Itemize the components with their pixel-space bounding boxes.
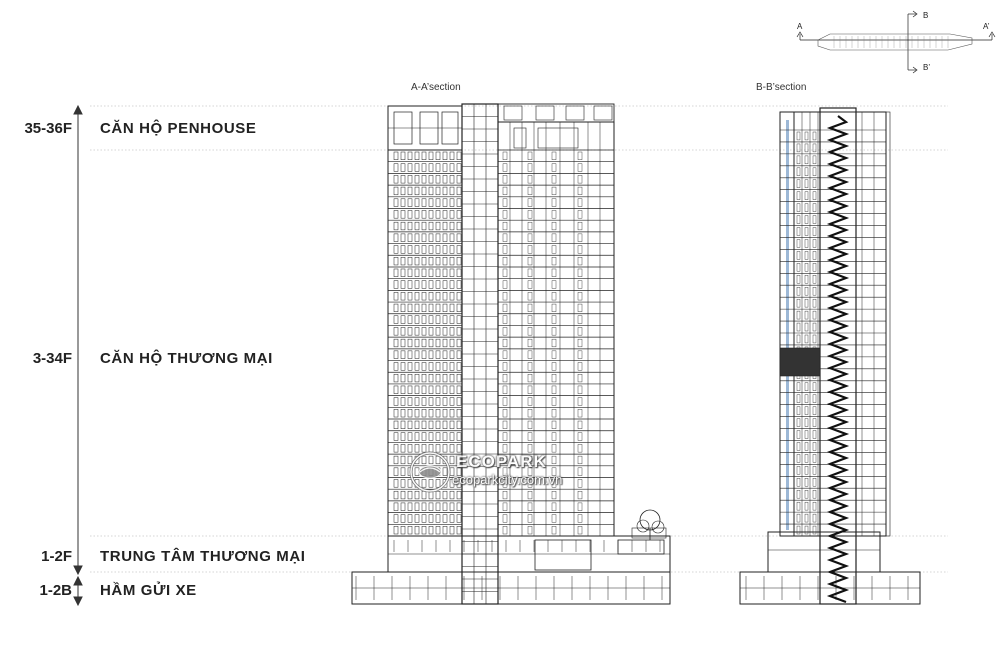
watermark-brand: ECOPARK bbox=[456, 452, 547, 471]
tower-a-section bbox=[352, 104, 670, 604]
section-title-b-b: B-B’section bbox=[756, 82, 807, 93]
floor-code-parking-basement: 1-2B bbox=[39, 582, 72, 599]
key-plan-label-b-prime: B’ bbox=[923, 63, 931, 72]
floor-code-penthouse: 35-36F bbox=[24, 120, 72, 137]
watermark-url: ecoparkcity.com.vn bbox=[452, 472, 563, 487]
ecopark-logo-icon bbox=[408, 450, 454, 496]
key-plan-label-a: A bbox=[797, 22, 803, 31]
key-plan-label-b: B bbox=[923, 11, 929, 20]
ecopark-watermark bbox=[408, 450, 598, 494]
floor-name-commercial-apartments: CĂN HỘ THƯƠNG MẠI bbox=[100, 350, 273, 367]
tower-b-section bbox=[740, 108, 920, 604]
section-title-a-a: A-A’section bbox=[411, 82, 461, 93]
floor-guide-lines bbox=[90, 106, 948, 572]
key-plan-label-a-prime: A’ bbox=[983, 22, 990, 31]
vertical-dimension-line bbox=[74, 106, 82, 605]
floor-code-shopping-center: 1-2F bbox=[41, 548, 72, 565]
floor-name-penthouse: CĂN HỘ PENHOUSE bbox=[100, 120, 257, 137]
key-plan bbox=[797, 11, 995, 73]
floor-name-parking-basement: HẦM GỬI XE bbox=[100, 582, 197, 599]
floor-name-shopping-center: TRUNG TÂM THƯƠNG MẠI bbox=[100, 548, 306, 565]
floor-code-commercial-apartments: 3-34F bbox=[32, 350, 72, 367]
